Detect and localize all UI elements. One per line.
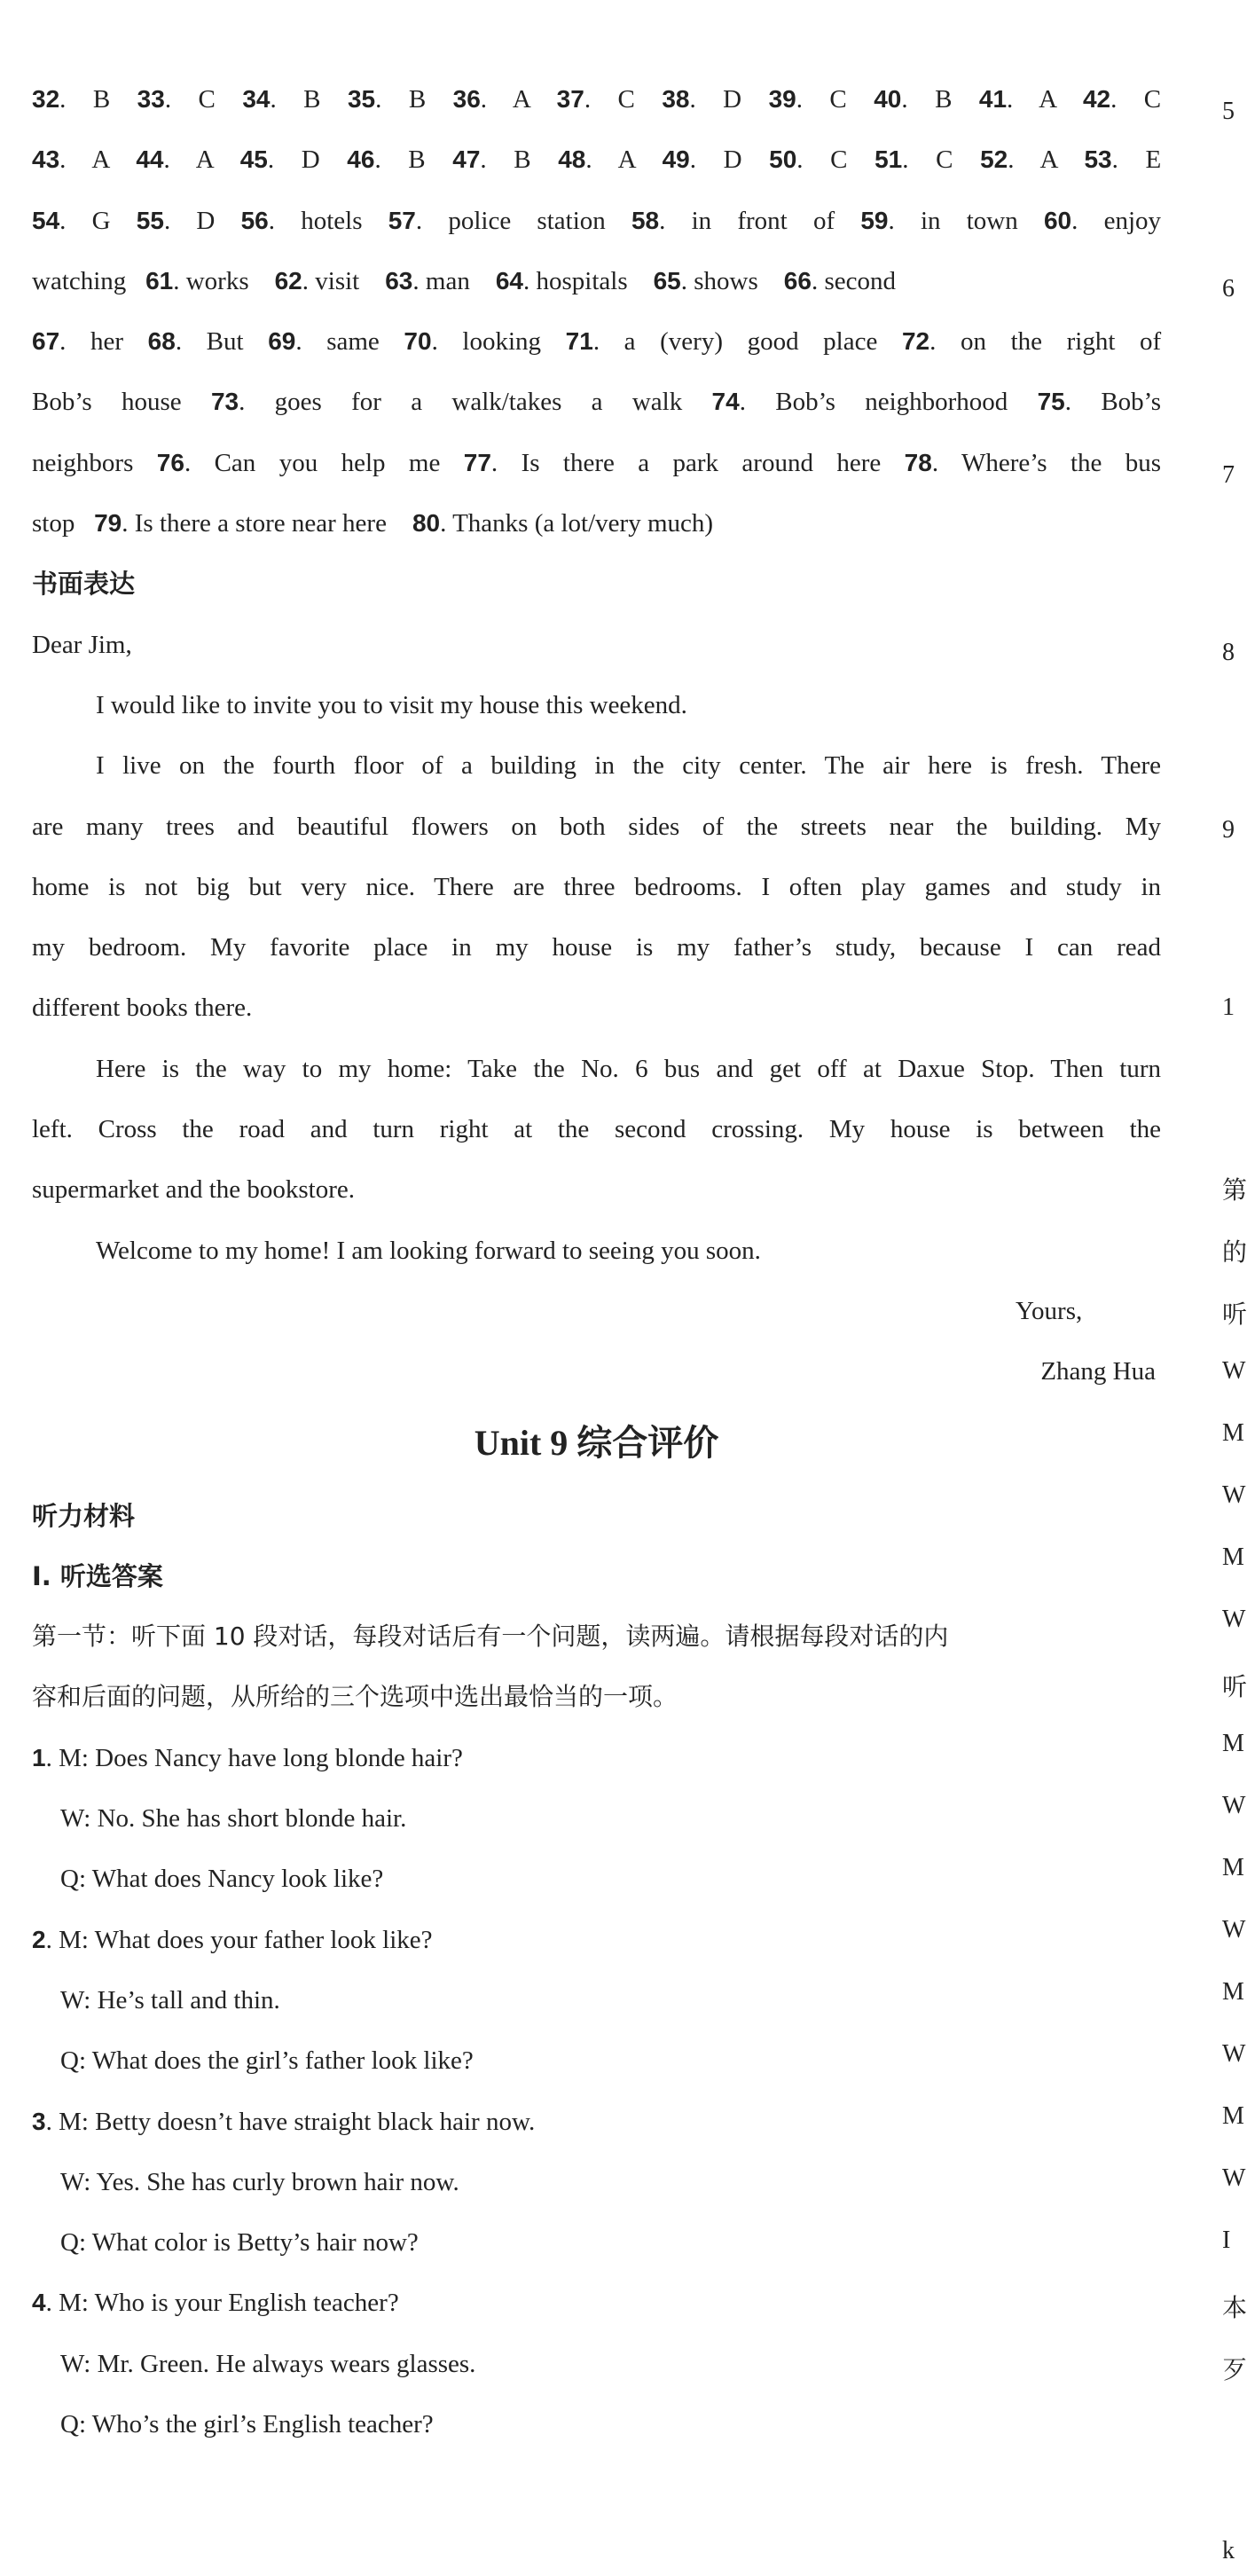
- answer-item: [32, 145, 109, 174]
- q-num: 70: [404, 327, 432, 356]
- q-num: 35: [347, 85, 376, 113]
- letter-signature: Zhang Hua: [1040, 1357, 1156, 1386]
- answer: a (very) good place: [624, 327, 878, 357]
- letter-paragraph-2-line: different books there.: [32, 993, 253, 1023]
- dialogue-line-m: [32, 2273, 1161, 2333]
- letter-salutation: Dear Jim,: [32, 630, 132, 659]
- answer-line-60-66: watching 61. works 62. visit 63. man 64. hospitals 65. shows 66. second: [32, 266, 896, 295]
- q-num: 74: [711, 388, 740, 416]
- dialogue-number: 1: [32, 1743, 46, 1771]
- answer: . B: [270, 85, 321, 114]
- closing-text: Yours,: [1016, 1296, 1083, 1325]
- q-num: 51: [874, 145, 903, 174]
- q-num: 58: [631, 206, 660, 234]
- dialogue-line-m: [32, 1910, 1161, 1970]
- answer-item: [1084, 145, 1161, 174]
- q-num: 60: [1043, 206, 1072, 234]
- answer: . A: [163, 145, 214, 175]
- q-num: 78: [904, 448, 932, 476]
- answer-item: [240, 145, 320, 174]
- edge-glyph: 7: [1222, 461, 1235, 489]
- q-num: 63: [385, 266, 413, 295]
- answer-row-2: [32, 130, 1161, 190]
- letter-paragraph-2-line: my bedroom. My favorite place in my house is my father’s study, because I can read: [32, 933, 1161, 962]
- edge-glyph: k: [1222, 2537, 1235, 2564]
- unit-title-en: Unit 9: [474, 1422, 569, 1463]
- q-num: 44: [136, 145, 164, 174]
- answer-item: [347, 145, 425, 174]
- dialogue-text: . M: Who is your English teacher?: [45, 2289, 399, 2318]
- answer-item: [769, 145, 847, 174]
- dialogue-number: 2: [32, 1925, 46, 1953]
- answer: Is there a park around here: [521, 448, 882, 477]
- dialogue-line-w: W: He’s tall and thin.: [60, 1985, 280, 2014]
- q-num: 33: [137, 85, 165, 113]
- q-num: 41: [978, 85, 1008, 113]
- dialogue-line-q: Q: Who’s the girl’s English teacher?: [60, 2409, 434, 2439]
- answer: Bob’s house: [32, 388, 182, 417]
- answer-item: [558, 145, 635, 174]
- dialogue-text: . M: Betty doesn’t have straight black hair now.: [45, 2107, 536, 2136]
- edge-glyph: 1: [1222, 993, 1235, 1021]
- q-num: 54: [32, 206, 60, 234]
- answer: . C: [796, 85, 847, 114]
- edge-glyph: 本: [1222, 2293, 1247, 2322]
- answer-line-54-60: 54. G 55. D 56. hotels 57. police station 58. in front of 59. in town 60. enjoy: [32, 206, 1162, 235]
- q-num: 47: [452, 145, 481, 174]
- answer: neighbors: [32, 448, 134, 477]
- answer: enjoy: [1103, 206, 1162, 235]
- answer-item: [452, 145, 530, 174]
- edge-glyph: 的: [1222, 1237, 1247, 1267]
- answer-item: [980, 145, 1057, 174]
- q-num: 79: [94, 509, 122, 538]
- answer-line-72-75: Bob’s house 73. goes for a walk/takes a walk 74. Bob’s neighborhood 75. Bob’s: [32, 388, 1161, 417]
- edge-glyph: 歹: [1222, 2355, 1247, 2384]
- answer: visit: [315, 266, 360, 295]
- answer: . C: [902, 145, 953, 175]
- part-heading: Ⅰ. 听选答案: [32, 1560, 163, 1591]
- answer: Is there a store near here: [134, 509, 387, 538]
- answer: . A: [59, 145, 109, 175]
- edge-glyph: M: [1222, 1854, 1244, 1881]
- answer: man: [425, 266, 470, 295]
- answer: Bob’s neighborhood: [775, 388, 1008, 417]
- q-num: 71: [565, 327, 593, 356]
- answer: . D: [689, 85, 742, 114]
- q-num: 45: [239, 145, 268, 174]
- answer: . A: [1007, 85, 1056, 114]
- q-num: 57: [388, 206, 416, 234]
- q-num: 73: [210, 388, 239, 416]
- q-num: 72: [901, 327, 930, 356]
- answer: . B: [480, 145, 531, 175]
- edge-glyph: M: [1222, 1978, 1244, 2006]
- answer: police station: [448, 206, 606, 235]
- answer: shows: [694, 266, 758, 295]
- dialogue-line-w: W: Mr. Green. He always wears glasses.: [60, 2349, 476, 2378]
- answer-item: [874, 145, 953, 174]
- answer-item: [979, 85, 1056, 114]
- q-num: 37: [556, 85, 584, 113]
- edge-glyph: 5: [1222, 98, 1235, 125]
- q-num: 46: [347, 145, 375, 174]
- edge-glyph: M: [1222, 2102, 1244, 2130]
- q-num: 61: [145, 266, 174, 295]
- dialogue-line-q: Q: What does Nancy look like?: [60, 1865, 384, 1894]
- q-num: 59: [860, 206, 889, 234]
- answer-item: [348, 85, 426, 114]
- answer: Where’s the bus: [961, 448, 1162, 477]
- answer: D: [196, 206, 216, 235]
- answer: in town: [920, 206, 1018, 235]
- answer: same: [326, 327, 380, 357]
- dialogue-text: . M: What does your father look like?: [45, 1925, 433, 1954]
- edge-glyph: I: [1222, 2227, 1231, 2254]
- edge-glyph: 6: [1222, 275, 1235, 302]
- answer: . C: [164, 85, 216, 114]
- edge-glyph: W: [1222, 2040, 1246, 2068]
- q-num: 49: [662, 145, 690, 174]
- answer-item: [137, 85, 216, 114]
- answer: . A: [480, 85, 530, 114]
- dialogue-line-m: [32, 1728, 1161, 1788]
- q-num: 43: [32, 145, 60, 174]
- letter-paragraph-4: Welcome to my home! I am looking forward to seeing you soon.: [96, 1236, 761, 1265]
- answer: . C: [584, 85, 635, 114]
- edge-glyph: W: [1222, 2164, 1246, 2192]
- answer-item: [136, 145, 213, 174]
- q-num: 75: [1037, 388, 1065, 416]
- q-num: 36: [452, 85, 481, 113]
- q-num: 40: [874, 85, 902, 113]
- answer-line-78-80: stop 79. Is there a store near here 80. Thanks (a lot/very much): [32, 509, 714, 538]
- q-num: 80: [412, 509, 441, 538]
- answer: works: [185, 266, 249, 295]
- q-num: 65: [653, 266, 681, 295]
- writing-heading: 书面表达: [32, 569, 136, 600]
- q-num: 55: [136, 206, 164, 234]
- letter-paragraph-3-line: supermarket and the bookstore.: [32, 1175, 356, 1205]
- letter-paragraph-2-line: are many trees and beautiful flowers on both sides of the streets near the building. My: [32, 812, 1161, 841]
- q-num: 39: [768, 85, 796, 113]
- dialogue-line-w: W: Yes. She has curly brown hair now.: [60, 2167, 459, 2196]
- edge-glyph: W: [1222, 1357, 1246, 1385]
- answer-line-67-72: 67. her 68. But 69. same 70. looking 71. a (very) good place 72. on the right of: [32, 327, 1162, 357]
- edge-glyph: M: [1222, 1730, 1244, 1757]
- edge-glyph: 听: [1222, 1300, 1247, 1329]
- answer: . B: [901, 85, 953, 114]
- answer: . D: [267, 145, 320, 175]
- answer: in front of: [691, 206, 835, 235]
- dialogue-line-q: Q: What color is Betty’s hair now?: [60, 2228, 419, 2258]
- q-num: 53: [1084, 145, 1112, 174]
- answer-item: [242, 85, 320, 114]
- q-num: 76: [156, 448, 184, 476]
- edge-glyph: M: [1222, 1419, 1244, 1447]
- answer-item: [1083, 85, 1161, 114]
- answer-item: [769, 85, 847, 114]
- q-num: 62: [274, 266, 302, 295]
- q-num: 34: [242, 85, 271, 113]
- answer: goes for a walk/takes a walk: [274, 388, 683, 417]
- answer-line-75-78: neighbors 76. Can you help me 77. Is there a park around here 78. Where’s the bus: [32, 448, 1162, 477]
- dialogue-line-w: W: No. She has short blonde hair.: [60, 1804, 407, 1834]
- q-num: 38: [662, 85, 690, 113]
- q-num: 68: [147, 327, 176, 356]
- q-num: 52: [980, 145, 1008, 174]
- edge-glyph: M: [1222, 1543, 1244, 1571]
- dialogue-line-m: [32, 2092, 1161, 2152]
- answer: . B: [59, 85, 111, 114]
- answer: . C: [796, 145, 848, 175]
- instructions-line: 第一节：听下面 10 段对话，每段对话后有一个问题，读两遍。请根据每段对话的内: [32, 1622, 949, 1652]
- adjacent-page-edge: [1222, 0, 1247, 2576]
- q-num: 56: [240, 206, 269, 234]
- answer: Bob’s: [1101, 388, 1161, 417]
- letter-paragraph-2-line: I live on the fourth floor of a building in the city center. The air here is fresh. There: [96, 751, 1161, 781]
- edge-glyph: W: [1222, 1916, 1246, 1944]
- answer-page: [32, 69, 1161, 2454]
- answer: But: [206, 327, 244, 357]
- letter-paragraph-2-line: home is not big but very nice. There are three bedrooms. I often play games and study in: [32, 872, 1161, 901]
- answer: on the right of: [960, 327, 1162, 357]
- instructions-line: 容和后面的问题，从所给的三个选项中选出最恰当的一项。: [32, 1682, 678, 1712]
- answer: stop: [32, 509, 75, 538]
- answer: second: [824, 266, 896, 295]
- answer: . B: [374, 145, 426, 175]
- answer: hotels: [301, 206, 363, 235]
- answer: . D: [689, 145, 742, 175]
- answer: Can you help me: [214, 448, 441, 477]
- answer: . A: [1008, 145, 1057, 175]
- q-num: 67: [32, 327, 60, 356]
- q-num: 48: [558, 145, 586, 174]
- letter-closing: [32, 1281, 1161, 1341]
- answer: hospitals: [536, 266, 628, 295]
- answer-item: [663, 145, 742, 174]
- section-heading: 听力材料: [32, 1500, 136, 1531]
- q-num: 50: [769, 145, 797, 174]
- answer-item: [662, 85, 741, 114]
- answer: . A: [585, 145, 635, 175]
- q-num: 66: [783, 266, 812, 295]
- dialogue-number: 3: [32, 2107, 46, 2135]
- answer-item: [32, 85, 110, 114]
- edge-glyph: 9: [1222, 816, 1235, 844]
- dialogue-list: [32, 1728, 1161, 2455]
- letter-paragraph-1: I would like to invite you to visit my house this weekend.: [96, 690, 687, 719]
- answer: . E: [1111, 145, 1162, 175]
- edge-glyph: W: [1222, 1792, 1246, 1819]
- unit-title-cn: 综合评价: [576, 1422, 719, 1464]
- unit-title: [32, 1402, 1161, 1486]
- edge-glyph: W: [1222, 1606, 1246, 1633]
- answer-item: [874, 85, 952, 114]
- letter-paragraph-3-line: Here is the way to my home: Take the No. 6 bus and get off at Daxue Stop. Then turn: [96, 1054, 1161, 1083]
- dialogue-number: 4: [32, 2289, 46, 2317]
- edge-glyph: 第: [1222, 1175, 1247, 1205]
- edge-glyph: 听: [1222, 1672, 1247, 1701]
- answer: her: [90, 327, 124, 357]
- answer-item: [453, 85, 530, 114]
- q-num: 64: [495, 266, 523, 295]
- answer: looking: [462, 327, 542, 357]
- answer-row-1: [32, 69, 1161, 130]
- answer: watching: [32, 266, 127, 295]
- answer: . B: [375, 85, 427, 114]
- q-num: 42: [1082, 85, 1111, 113]
- answer: Thanks (a lot/very much): [452, 509, 714, 538]
- q-num: 69: [268, 327, 296, 356]
- dialogue-line-q: Q: What does the girl’s father look like?: [60, 2046, 474, 2076]
- dialogue-text: . M: Does Nancy have long blonde hair?: [45, 1743, 463, 1772]
- answer: . C: [1110, 85, 1162, 114]
- edge-glyph: W: [1222, 1481, 1246, 1509]
- answer: G: [91, 206, 111, 235]
- letter-paragraph-3-line: left. Cross the road and turn right at the second crossing. My house is between the: [32, 1115, 1161, 1144]
- q-num: 77: [463, 448, 491, 476]
- answer-item: [557, 85, 635, 114]
- edge-glyph: 8: [1222, 639, 1235, 666]
- q-num: 32: [32, 85, 60, 113]
